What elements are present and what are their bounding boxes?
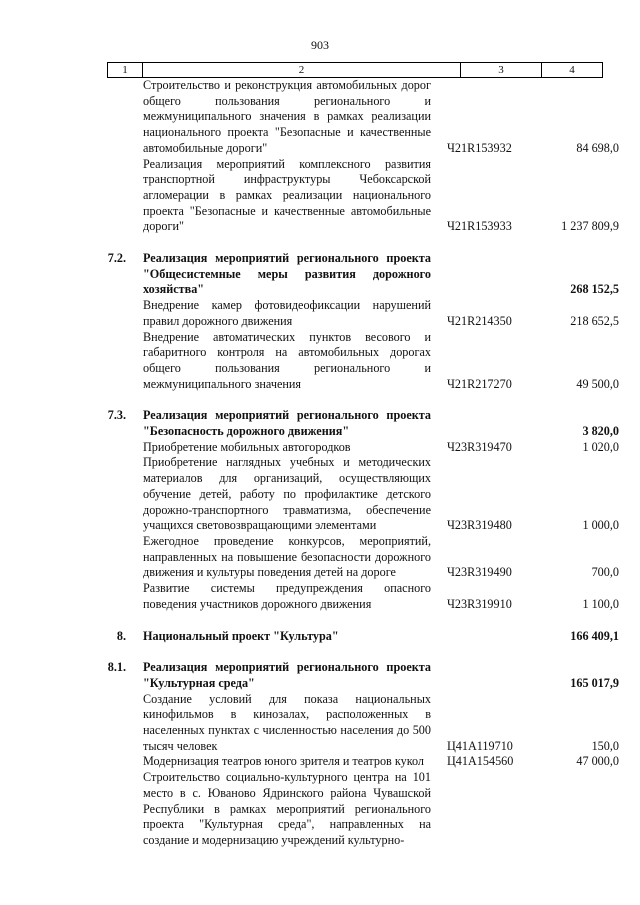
row-amount: 166 409,1 [570, 628, 619, 643]
table-row [0, 534, 640, 581]
row-text: Приобретение мобильных автогородков [143, 439, 351, 454]
row-amount: 268 152,5 [570, 282, 619, 297]
table-row [0, 754, 640, 770]
row-amount: 47 000,0 [576, 754, 619, 769]
row-amount: 49 500,0 [576, 376, 619, 391]
header-col-2: 2 [143, 63, 461, 77]
row-code: Ч23R319490 [447, 565, 512, 580]
row-code: Ц41A119710 [447, 738, 513, 753]
row-amount: 84 698,0 [576, 140, 619, 155]
row-number [0, 754, 143, 770]
row-text: Реализация мероприятий комплексного развития транспортной инфраструктуры Чебоксарской агломерации в рамках реализации национального проекта "Безопасные и качественные автомобильные дороги" [143, 156, 431, 234]
table-row [0, 660, 640, 691]
row-number: 7.2. [107, 251, 126, 266]
row-code: Ч23R319470 [447, 439, 512, 454]
row-text: Строительство и реконструкция автомобильных дорог общего пользования регионального и межмуниципального значения в рамках реализации национального проекта "Безопасные и качественные автомобильные дороги" [143, 78, 431, 155]
row-code: Ц41A154560 [447, 754, 514, 769]
row-number [0, 692, 143, 755]
row-amount: 700,0 [591, 565, 619, 580]
row-amount: 165 017,9 [570, 675, 619, 690]
row-number: 7.3. [107, 408, 126, 423]
table-header [107, 62, 603, 78]
row-code: Ч21R153932 [447, 140, 512, 155]
row-amount: 150,0 [591, 738, 619, 753]
page-number: 903 [311, 38, 329, 52]
row-number [0, 534, 143, 581]
row-number [0, 581, 143, 612]
row-code: Ч21R214350 [447, 313, 512, 328]
row-code: Ч23R319910 [447, 596, 512, 611]
header-col-4: 4 [569, 64, 575, 76]
row-amount: 1 000,0 [582, 518, 619, 533]
table-row [0, 629, 640, 645]
row-number: 8.1. [107, 660, 126, 675]
row-text: Национальный проект "Культура" [143, 628, 339, 643]
row-number [0, 330, 143, 393]
row-text: Внедрение камер фотовидеофиксации нарушений правил дорожного движения [143, 298, 431, 328]
table-row [0, 455, 640, 534]
table-row [0, 770, 640, 849]
row-amount: 1 237 809,9 [561, 219, 619, 234]
row-number [0, 770, 143, 849]
row-number [0, 298, 143, 329]
row-amount: 3 820,0 [582, 424, 619, 439]
row-text: Реализация мероприятий регионального проекта "Культурная среда" [143, 660, 431, 690]
table-row [0, 157, 640, 236]
row-number [0, 78, 143, 157]
row-code: Ч21R217270 [447, 376, 512, 391]
row-text: Создание условий для показа национальных кинофильмов в кинозалах, расположенных в населенных пунктах с численностью населения до 500 тысяч человек [143, 691, 431, 753]
row-text: Внедрение автоматических пунктов весового и габаритного контроля на автомобильных дорогах общего пользования регионального и межмуниципального значения [143, 329, 431, 391]
row-code: Ч21R153933 [447, 219, 512, 234]
row-text: Приобретение наглядных учебных и методических материалов для организаций, осуществляющих обучение детей, работу по профилактике детского дорожно-транспортного травматизма, обеспечение учащихся световозвращающими элементами [143, 455, 431, 533]
header-col-1: 1 [108, 63, 143, 77]
row-number [0, 455, 143, 534]
row-text: Реализация мероприятий регионального проекта "Общесистемные меры развития дорожного хозяйства" [143, 251, 431, 297]
row-code: Ч23R319480 [447, 518, 512, 533]
table-row [0, 298, 640, 329]
table-row [0, 440, 640, 456]
row-text: Развитие системы предупреждения опасного поведения участников дорожного движения [143, 581, 431, 611]
row-number [0, 157, 143, 236]
row-number [0, 440, 143, 456]
table-row [0, 251, 640, 298]
table-row [0, 78, 640, 157]
row-text: Реализация мероприятий регионального проекта "Безопасность дорожного движения" [143, 408, 431, 439]
table-row [0, 408, 640, 439]
table-row [0, 692, 640, 755]
header-col-3: 3 [461, 63, 542, 77]
row-text: Модернизация театров юного зрителя и театров кукол [143, 754, 425, 769]
table-row [0, 581, 640, 612]
row-text: Строительство социально-культурного центра на 101 место в с. Юваново Ядринского района Чувашской Республики в рамках мероприятий регионального проекта "Культурная среда", направленных на создание и модернизацию учреждений культурно- [143, 770, 431, 847]
table-body [0, 78, 640, 849]
table-row [0, 330, 640, 393]
row-amount: 218 652,5 [570, 313, 619, 328]
row-text: Ежегодное проведение конкурсов, мероприятий, направленных на повышение безопасности дорожного движения и культуры поведения детей на дороге [143, 533, 431, 580]
row-amount: 1 100,0 [582, 596, 619, 611]
row-amount: 1 020,0 [582, 439, 619, 454]
row-number: 8. [116, 628, 126, 643]
